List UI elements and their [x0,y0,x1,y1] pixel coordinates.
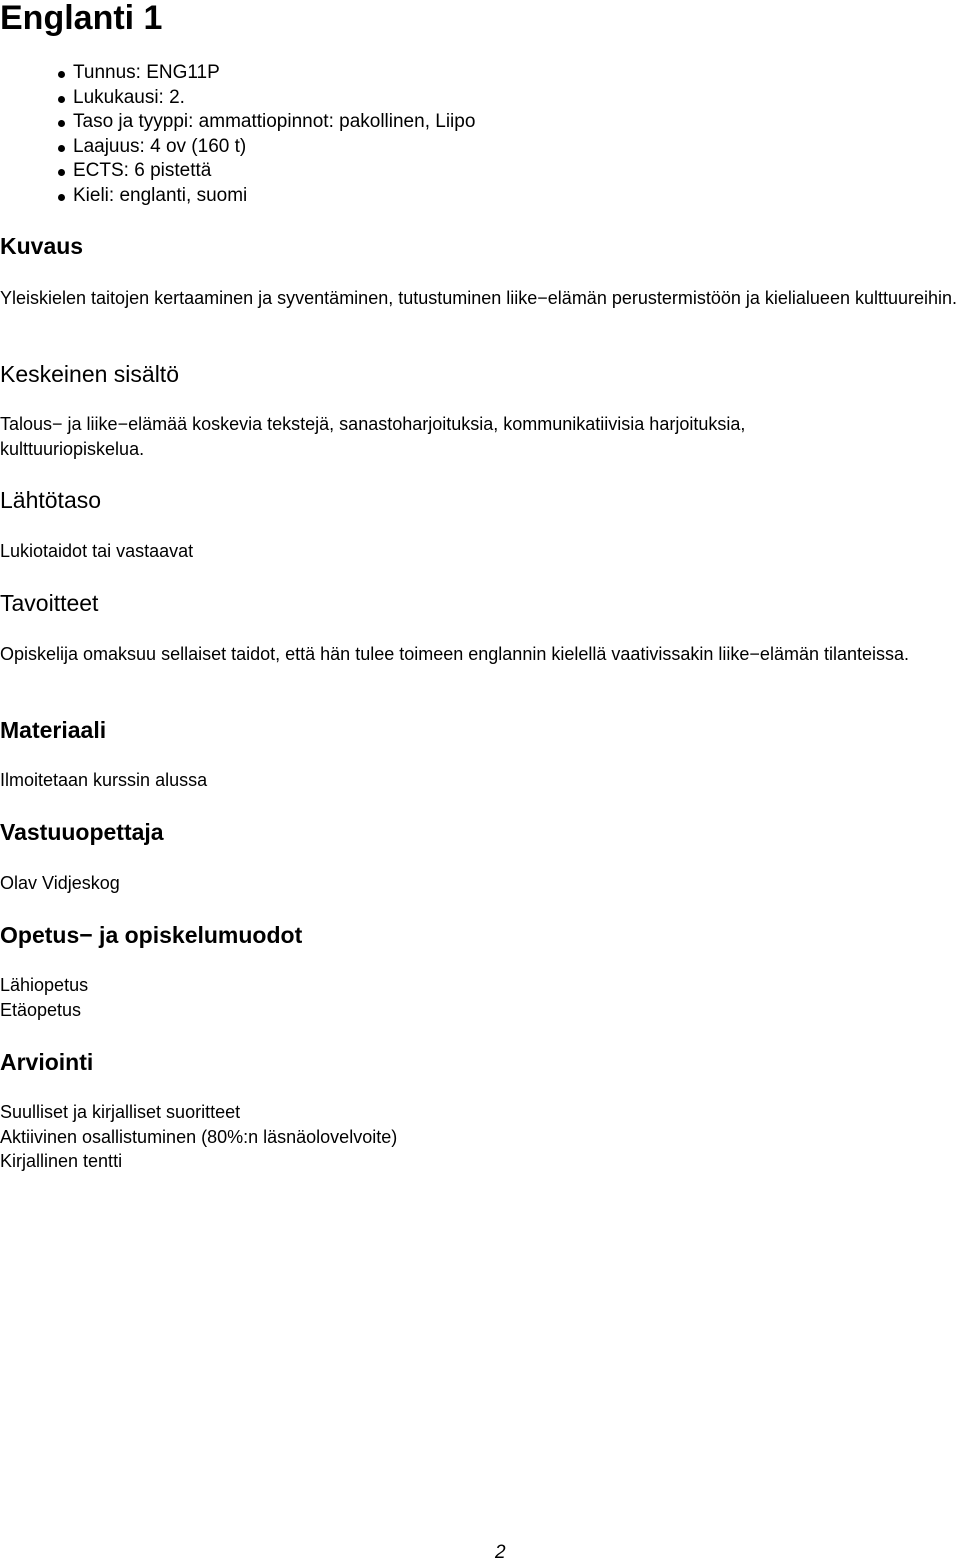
assessment-line: Aktiivinen osallistuminen (80%:n läsnäolovelvoite) [0,1126,398,1147]
fact-item-scope: Laajuus: 4 ov (160 t) [55,135,475,160]
section-text-kuvaus: Yleiskielen taitojen kertaaminen ja syventäminen, tutustuminen liike−elämän perustermistöön ja kielialueen kulttuureihin. [0,288,958,308]
fact-item-level-type: Taso ja tyyppi: ammattiopinnot: pakollinen, Liipo [55,110,475,135]
section-text-vastuuopettaja: Olav Vidjeskog [0,873,120,893]
section-heading-vastuuopettaja: Vastuuopettaja [0,819,164,845]
section-text-tavoitteet: Opiskelija omaksuu sellaiset taidot, että hän tulee toimeen englannin kielellä vaativissakin liike−elämän tilanteissa. [0,644,910,664]
section-heading-arviointi: Arviointi [0,1049,94,1075]
assessment-line: Suulliset ja kirjalliset suoritteet [0,1102,241,1122]
section-text-arviointi [0,1100,397,1174]
section-heading-kuvaus: Kuvaus [0,233,84,259]
assessment-line: Kirjallinen tentti [0,1151,123,1171]
section-text-materiaali: Ilmoitetaan kurssin alussa [0,770,208,790]
fact-item-ects: ECTS: 6 pistettä [55,159,475,184]
section-heading-lahtotaso: Lähtötaso [0,487,102,513]
teaching-mode-line: Lähiopetus [0,975,89,995]
page-number: 2 [495,1542,506,1563]
course-facts-list [55,61,475,208]
fact-item-term: Lukukausi: 2. [55,86,475,111]
section-heading-materiaali: Materiaali [0,717,107,743]
fact-item-code: Tunnus: ENG11P [55,61,475,86]
course-title: Englanti 1 [0,0,163,37]
teaching-mode-line: Etäopetus [0,999,82,1020]
section-text-opetusmuodot [0,973,88,1022]
section-heading-tavoitteet: Tavoitteet [0,590,99,616]
section-heading-sisalto: Keskeinen sisältö [0,361,179,387]
section-text-lahtotaso: Lukiotaidot tai vastaavat [0,541,194,561]
section-text-sisalto: Talous− ja liike−elämää koskevia tekstejä, sanastoharjoituksia, kommunikatiivisia harjoituksia, kulttuuriopiskelua. [0,414,746,459]
fact-item-language: Kieli: englanti, suomi [55,184,475,209]
section-heading-opetusmuodot: Opetus− ja opiskelumuodot [0,922,303,948]
